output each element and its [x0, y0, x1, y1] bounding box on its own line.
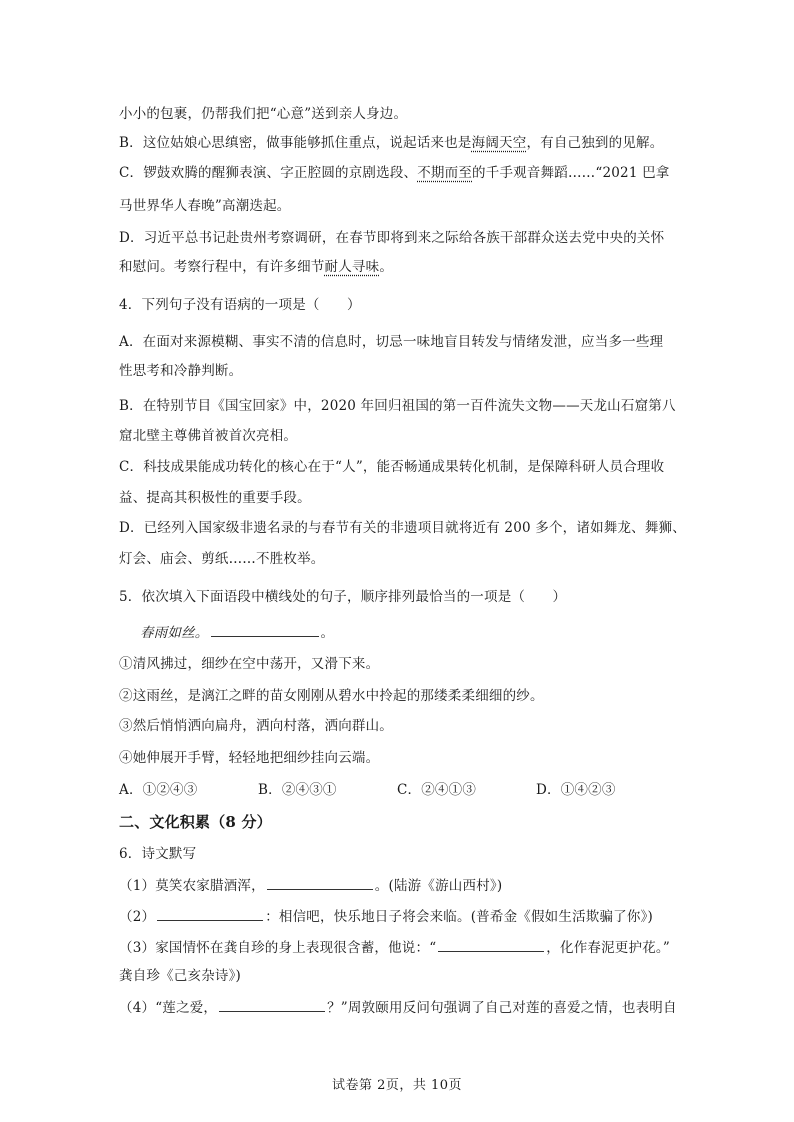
q6-p2-number: （2） [119, 909, 156, 925]
q4-option-d-line2: 灯会、庙会、剪纸……不胜枚举。 [119, 551, 325, 567]
q4-option-c-line2: 益、提高其积极性的重要手段。 [119, 490, 311, 506]
q5-option-c: C．②④①③ [397, 782, 477, 798]
q3-option-c-line2: 马世界华人春晚”高潮迭起。 [119, 198, 291, 214]
q3-b-text-end: ，有自己独到的见解。 [526, 135, 664, 151]
q6-part-3 [119, 937, 684, 958]
q3-b-text: B．这位姑娘心思缜密，做事能够抓住重点，说起话来也是 [119, 135, 472, 151]
q3-d-text: 和慰问。考察行程中，有许多细节 [119, 259, 325, 275]
section-2-heading: 二、文化积累（8 分） [119, 813, 272, 831]
q5-sentence-3: ③然后悄悄洒向扁舟，洒向村落，洒向群山。 [119, 718, 393, 734]
q5-sentence-4: ④她伸展开手臂，轻轻地把细纱挂向云端。 [119, 750, 380, 766]
q4-option-a-line2: 性思考和冷静判断。 [119, 363, 243, 379]
q5-answer-blank [211, 622, 319, 637]
q5-passage-period: 。 [320, 625, 335, 641]
q6-p1-source: 。(陆游《游山西村》) [374, 878, 503, 894]
q4-option-d-line1: D．已经列入国家级非遗名录的与春节有关的非遗项目就将近有 200 多个，诸如舞龙、舞狮、 [119, 520, 686, 536]
q4-option-c-line1: C．科技成果能成功转化的核心在于“人”，能否畅通成果转化机制，是保障科研人员合理收 [119, 459, 665, 475]
q3-c-dotted-phrase: 不期而至 [417, 165, 473, 181]
q6-p4-text: （4）“莲之爱， [119, 1000, 218, 1016]
q6-p4-text-end: ？”周敦颐用反问句强调了自己对莲的喜爱之情，也表明自 [327, 1000, 677, 1016]
q3-option-d-line2 [119, 257, 684, 277]
q5-passage [140, 622, 684, 643]
q5-sentence-1: ①清风拂过，细纱在空中荡开，又滑下来。 [119, 656, 380, 672]
q6-part-4 [119, 997, 684, 1018]
q6-p3-blank [438, 937, 544, 952]
q4-option-a-line1: A．在面对来源模糊、事实不清的信息时，切忌一味地盲目转发与情绪发泄，应当多一些理 [119, 334, 664, 350]
page-footer: 试卷第 2页，共 10页 [331, 1078, 463, 1093]
q6-stem: 6．诗文默写 [119, 846, 197, 862]
q6-p4-blank [219, 997, 325, 1012]
q6-p2-text: ：相信吧，快乐地日子将会来临。(普希金《假如生活欺骗了你》) [265, 909, 653, 925]
q3-option-d-line1: D．习近平总书记赴贵州考察调研，在春节即将到来之际给各族干部群众送去党中央的关怀 [119, 230, 665, 246]
q4-option-b-line2: 窟北壁主尊佛首被首次亮相。 [119, 428, 298, 444]
q6-p3-text: （3）家国情怀在龚自珍的身上表现很含蓄，他说：“ [119, 940, 437, 956]
q6-p3-text-end: ，化作春泥更护花。” [546, 940, 670, 956]
q5-passage-text: 春雨如丝。 [140, 625, 209, 641]
q5-option-d: D．①④②③ [536, 782, 616, 798]
q6-p1-text: （1）莫笑农家腊酒浑， [119, 878, 265, 894]
q6-part-1 [119, 875, 684, 896]
q5-sentence-2: ②这雨丝，是漓江之畔的苗女刚刚从碧水中拎起的那缕柔柔细细的纱。 [119, 688, 544, 704]
q3-c-text: C．锣鼓欢腾的醒狮表演、字正腔圆的京剧选段、 [119, 165, 418, 181]
q6-p1-blank [267, 875, 373, 890]
q6-part-2 [119, 906, 684, 927]
q3-option-c-line1 [119, 163, 684, 183]
q3-d-text-end: 。 [379, 259, 394, 275]
q6-part-3-source: 龚自珍《己亥杂诗》) [119, 968, 242, 984]
q3-option-b [119, 133, 684, 153]
q5-option-b: B．②④③① [258, 782, 337, 798]
q3-d-dotted-phrase: 耐人寻味 [324, 259, 380, 275]
q5-option-a: A．①②④③ [119, 782, 198, 798]
q3-option-a-continuation: 小小的包裹，仍帮我们把“心意”送到亲人身边。 [119, 106, 408, 122]
q4-option-b-line1: B．在特别节目《国宝回家》中，2020 年回归祖国的第一百件流失文物——天龙山石窟第八 [119, 398, 676, 414]
q3-b-dotted-phrase: 海阔天空 [471, 135, 527, 151]
q4-stem: 4．下列句子没有语病的一项是（ ） [119, 297, 361, 313]
q5-stem: 5．依次填入下面语段中横线处的句子，顺序排列最恰当的一项是（ ） [119, 589, 567, 605]
q3-c-text-end: 的千手观音舞蹈……“2021 巴拿 [472, 165, 670, 181]
q6-p2-blank [157, 906, 263, 921]
